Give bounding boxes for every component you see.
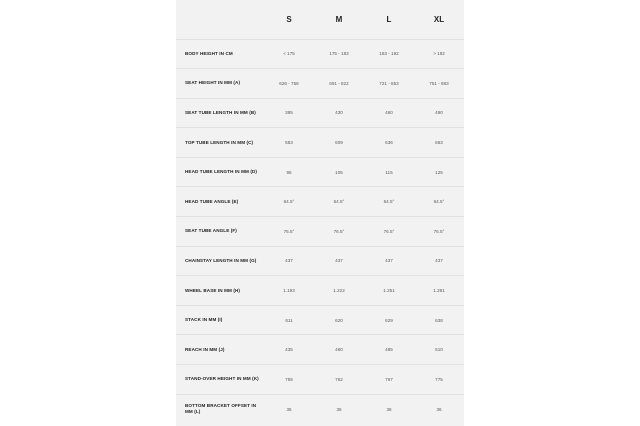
geometry-table-body bbox=[176, 39, 464, 424]
table-cell: 1.281 bbox=[414, 276, 464, 306]
table-cell: 95 bbox=[264, 157, 314, 187]
table-row bbox=[176, 365, 464, 395]
size-header-m: M bbox=[335, 14, 343, 24]
table-cell: 629 bbox=[364, 305, 414, 335]
table-cell: 125 bbox=[414, 157, 464, 187]
table-cell: 638 bbox=[414, 305, 464, 335]
table-row bbox=[176, 39, 464, 69]
table-row bbox=[176, 128, 464, 158]
table-cell: 767 bbox=[364, 365, 414, 395]
table-row bbox=[176, 217, 464, 247]
table-cell: 64.5° bbox=[364, 187, 414, 217]
table-row bbox=[176, 187, 464, 217]
geometry-sheet bbox=[176, 0, 464, 426]
table-cell: 611 bbox=[264, 305, 314, 335]
row-label: STACK IN MM (I) bbox=[176, 305, 264, 335]
table-cell: 460 bbox=[314, 335, 364, 365]
table-cell: 175 - 183 bbox=[314, 39, 364, 69]
row-label: HEAD TUBE ANGLE (E) bbox=[176, 187, 264, 217]
row-label: REACH IN MM (J) bbox=[176, 335, 264, 365]
table-cell: 437 bbox=[414, 246, 464, 276]
table-cell: 721 - 853 bbox=[364, 69, 414, 99]
table-cell: 636 bbox=[364, 128, 414, 158]
table-cell: 76.5° bbox=[364, 217, 414, 247]
table-cell: 609 bbox=[314, 128, 364, 158]
row-label: HEAD TUBE LENGTH IN MM (D) bbox=[176, 157, 264, 187]
table-cell: 430 bbox=[314, 98, 364, 128]
table-row bbox=[176, 276, 464, 306]
table-cell: 460 bbox=[364, 98, 414, 128]
table-cell: 626 - 758 bbox=[264, 69, 314, 99]
table-cell: 36 bbox=[264, 394, 314, 424]
table-cell: 762 bbox=[314, 365, 364, 395]
table-cell: 64.5° bbox=[414, 187, 464, 217]
table-cell: 437 bbox=[314, 246, 364, 276]
row-label: SEAT TUBE LENGTH IN MM (B) bbox=[176, 98, 264, 128]
table-cell: 76.5° bbox=[314, 217, 364, 247]
table-cell: 663 bbox=[414, 128, 464, 158]
table-cell: 105 bbox=[314, 157, 364, 187]
table-cell: 510 bbox=[414, 335, 464, 365]
table-row bbox=[176, 394, 464, 424]
table-cell: 755 bbox=[264, 365, 314, 395]
table-cell: 36 bbox=[364, 394, 414, 424]
table-cell: 583 bbox=[264, 128, 314, 158]
row-label: SEAT HEIGHT IN MM (A) bbox=[176, 69, 264, 99]
size-header-row bbox=[176, 0, 464, 39]
table-cell: 36 bbox=[314, 394, 364, 424]
table-row bbox=[176, 157, 464, 187]
row-label: BOTTOM BRACKET OFFSET IN MM (L) bbox=[176, 394, 264, 424]
table-row bbox=[176, 69, 464, 99]
table-row bbox=[176, 98, 464, 128]
table-cell: < 175 bbox=[264, 39, 314, 69]
table-cell: 1.222 bbox=[314, 276, 364, 306]
size-header-l: L bbox=[386, 14, 392, 24]
row-label: BODY HEIGHT IN CM bbox=[176, 39, 264, 69]
table-cell: 490 bbox=[414, 98, 464, 128]
table-cell: 437 bbox=[264, 246, 314, 276]
table-cell: 183 - 192 bbox=[364, 39, 414, 69]
header-corner bbox=[176, 0, 264, 39]
table-cell: 64.5° bbox=[264, 187, 314, 217]
table-cell: 485 bbox=[364, 335, 414, 365]
table-cell: 115 bbox=[364, 157, 414, 187]
table-cell: 76.5° bbox=[414, 217, 464, 247]
table-cell: 1.193 bbox=[264, 276, 314, 306]
table-cell: 395 bbox=[264, 98, 314, 128]
table-cell: 437 bbox=[364, 246, 414, 276]
table-cell: 620 bbox=[314, 305, 364, 335]
table-row bbox=[176, 335, 464, 365]
table-cell: 64.5° bbox=[314, 187, 364, 217]
table-cell: 435 bbox=[264, 335, 314, 365]
table-row bbox=[176, 305, 464, 335]
table-cell: 751 - 883 bbox=[414, 69, 464, 99]
table-row bbox=[176, 246, 464, 276]
row-label: STAND-OVER HEIGHT IN MM (K) bbox=[176, 365, 264, 395]
row-label: TOP TUBE LENGTH IN MM (C) bbox=[176, 128, 264, 158]
size-header-s: S bbox=[286, 14, 292, 24]
row-label: CHAINSTAY LENGTH IN MM (G) bbox=[176, 246, 264, 276]
table-cell: 36 bbox=[414, 394, 464, 424]
table-cell: > 192 bbox=[414, 39, 464, 69]
row-label: SEAT TUBE ANGLE (F) bbox=[176, 217, 264, 247]
table-cell: 1.251 bbox=[364, 276, 414, 306]
table-cell: 76.5° bbox=[264, 217, 314, 247]
table-cell: 691 - 822 bbox=[314, 69, 364, 99]
row-label: WHEEL BASE IN MM (H) bbox=[176, 276, 264, 306]
geometry-table bbox=[176, 0, 464, 424]
size-header-xl: XL bbox=[433, 14, 445, 24]
table-cell: 775 bbox=[414, 365, 464, 395]
